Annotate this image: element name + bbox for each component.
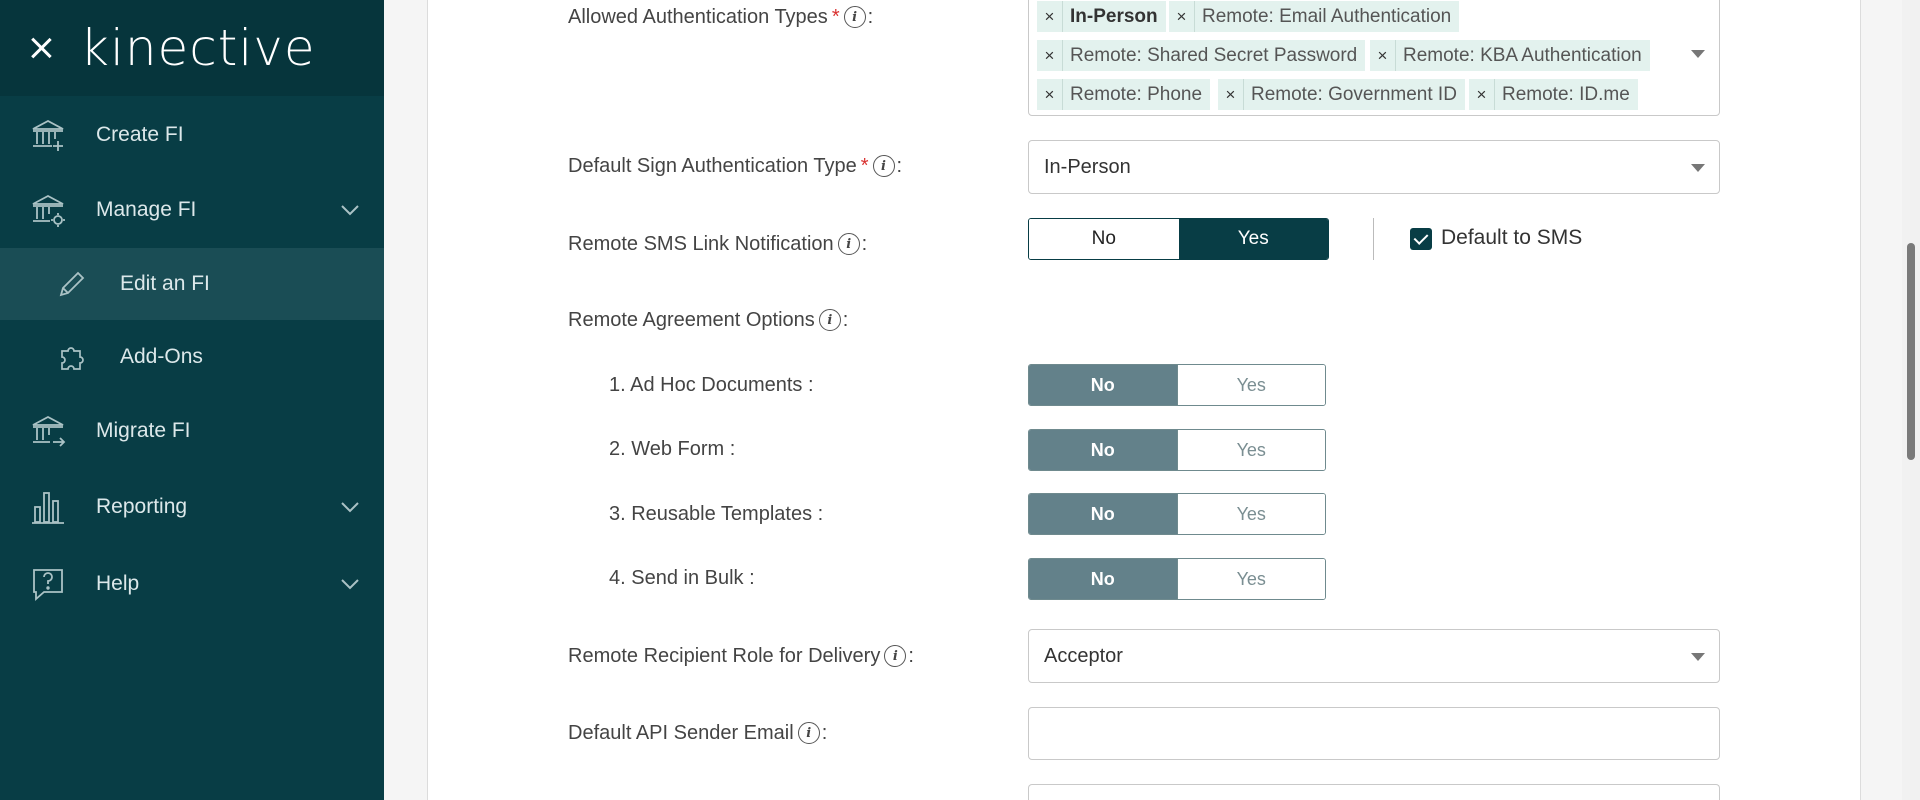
puzzle-icon	[56, 341, 88, 373]
toggle-yes-button[interactable]: Yes	[1177, 430, 1326, 470]
required-mark: *	[831, 5, 840, 28]
send-in-bulk-toggle	[1028, 558, 1326, 600]
default-sign-auth-select[interactable]	[1028, 140, 1720, 194]
api-sender-email-label	[568, 720, 827, 746]
toggle-no-button[interactable]: No	[1029, 430, 1177, 470]
colon: :	[821, 721, 828, 744]
colon: :	[908, 644, 914, 667]
bank-plus-icon	[30, 117, 66, 153]
remove-chip-icon[interactable]: ×	[1218, 79, 1244, 110]
remote-sms-label	[568, 231, 867, 257]
chip-label: Remote: Government ID	[1251, 83, 1457, 105]
scrollbar-thumb[interactable]	[1907, 243, 1915, 460]
next-field-input[interactable]	[1028, 784, 1720, 800]
reusable-templates-toggle	[1028, 493, 1326, 535]
label-text: Allowed Authentication Types	[568, 5, 828, 28]
colon: :	[861, 232, 868, 255]
recipient-role-select[interactable]	[1028, 629, 1720, 683]
remote-agreement-label	[568, 307, 848, 333]
dropdown-caret-icon[interactable]	[1691, 50, 1705, 58]
sidebar-item-edit-fi[interactable]	[0, 248, 384, 320]
remote-sms-toggle	[1028, 218, 1329, 260]
label-text: Default Sign Authentication Type	[568, 154, 857, 177]
chip-remote-phone	[1037, 79, 1210, 110]
sidebar-item-reporting[interactable]	[0, 471, 384, 543]
close-menu-icon[interactable]	[28, 35, 54, 61]
chip-label: Remote: ID.me	[1502, 83, 1630, 105]
required-mark: *	[860, 154, 869, 177]
help-bubble-icon	[30, 566, 66, 602]
sidebar-item-label: Add-Ons	[120, 345, 203, 368]
sidebar-header	[0, 0, 384, 96]
web-form-toggle	[1028, 429, 1326, 471]
remove-chip-icon[interactable]: ×	[1469, 79, 1495, 110]
sidebar-item-migrate-fi[interactable]	[0, 395, 384, 467]
default-sign-auth-label	[568, 153, 902, 179]
remove-chip-icon[interactable]: ×	[1370, 40, 1396, 71]
chip-remote-idme	[1469, 79, 1638, 110]
api-sender-email-input[interactable]	[1028, 707, 1720, 760]
info-icon[interactable]: i	[884, 645, 906, 667]
info-icon[interactable]: i	[873, 155, 895, 177]
select-value: Acceptor	[1044, 644, 1123, 667]
toggle-yes-button[interactable]: Yes	[1177, 365, 1326, 405]
label-text: Remote SMS Link Notification	[568, 232, 834, 255]
chip-label: Remote: Shared Secret Password	[1070, 44, 1358, 66]
chevron-down-icon[interactable]	[340, 501, 360, 513]
send-in-bulk-label: 4. Send in Bulk :	[609, 566, 755, 589]
label-text: Remote Agreement Options	[568, 308, 815, 331]
label-text: Default API Sender Email	[568, 721, 794, 744]
toggle-no-button[interactable]: No	[1029, 494, 1177, 534]
remove-chip-icon[interactable]: ×	[1037, 1, 1063, 32]
toggle-no-button[interactable]: No	[1029, 365, 1177, 405]
allowed-auth-label	[568, 4, 873, 30]
scrollbar[interactable]	[1902, 0, 1920, 800]
sidebar-item-label: Migrate FI	[96, 419, 191, 442]
remove-chip-icon[interactable]: ×	[1037, 40, 1063, 71]
reusable-templates-label: 3. Reusable Templates :	[609, 502, 824, 525]
app-logo: kinective	[80, 19, 316, 77]
info-icon[interactable]: i	[798, 722, 820, 744]
chip-label: Remote: Phone	[1070, 83, 1203, 105]
chip-remote-email	[1169, 1, 1459, 32]
sidebar-item-add-ons[interactable]	[0, 321, 384, 393]
toggle-yes-button[interactable]: Yes	[1179, 219, 1329, 259]
sidebar-item-label: Help	[96, 572, 140, 595]
chip-in-person	[1037, 1, 1166, 32]
default-to-sms-label: Default to SMS	[1441, 226, 1583, 249]
remove-chip-icon[interactable]: ×	[1037, 79, 1063, 110]
sidebar-item-help[interactable]	[0, 548, 384, 620]
chip-remote-shared-secret	[1037, 40, 1365, 71]
allowed-auth-multiselect[interactable]	[1028, 0, 1720, 116]
recipient-role-label	[568, 643, 914, 669]
chip-label: In-Person	[1070, 5, 1158, 27]
sidebar-item-manage-fi[interactable]	[0, 174, 384, 246]
sidebar-item-label: Create FI	[96, 123, 184, 146]
label-text: Remote Recipient Role for Delivery	[568, 644, 881, 667]
chevron-down-icon[interactable]	[340, 204, 360, 216]
sidebar-item-label: Edit an FI	[120, 272, 210, 295]
sidebar-item-create-fi[interactable]	[0, 99, 384, 171]
info-icon[interactable]: i	[844, 6, 866, 28]
sidebar-item-label: Reporting	[96, 495, 188, 518]
info-icon[interactable]: i	[838, 233, 860, 255]
remove-chip-icon[interactable]: ×	[1169, 1, 1195, 32]
ad-hoc-documents-toggle	[1028, 364, 1326, 406]
bank-arrow-icon	[30, 413, 66, 449]
toggle-no-button[interactable]: No	[1029, 219, 1179, 259]
divider	[1373, 218, 1374, 260]
chip-remote-gov-id	[1218, 79, 1465, 110]
colon: :	[842, 308, 849, 331]
sidebar	[0, 0, 384, 800]
dropdown-caret-icon	[1691, 164, 1705, 172]
colon: :	[867, 5, 874, 28]
toggle-yes-button[interactable]: Yes	[1177, 494, 1326, 534]
colon: :	[896, 154, 903, 177]
bar-chart-icon	[30, 489, 66, 525]
default-to-sms-checkbox[interactable]	[1410, 228, 1432, 250]
toggle-yes-button[interactable]: Yes	[1177, 559, 1326, 599]
pencil-icon	[56, 268, 88, 300]
info-icon[interactable]: i	[819, 309, 841, 331]
chip-remote-kba	[1370, 40, 1650, 71]
sidebar-item-label: Manage FI	[96, 198, 197, 221]
dropdown-caret-icon	[1691, 653, 1705, 661]
toggle-no-button[interactable]: No	[1029, 559, 1177, 599]
bank-gear-icon	[30, 192, 66, 228]
chevron-down-icon[interactable]	[340, 578, 360, 590]
ad-hoc-documents-label: 1. Ad Hoc Documents :	[609, 373, 814, 396]
web-form-label: 2. Web Form :	[609, 437, 736, 460]
select-value: In-Person	[1044, 155, 1131, 178]
chip-label: Remote: KBA Authentication	[1403, 44, 1642, 66]
chip-label: Remote: Email Authentication	[1202, 5, 1452, 27]
